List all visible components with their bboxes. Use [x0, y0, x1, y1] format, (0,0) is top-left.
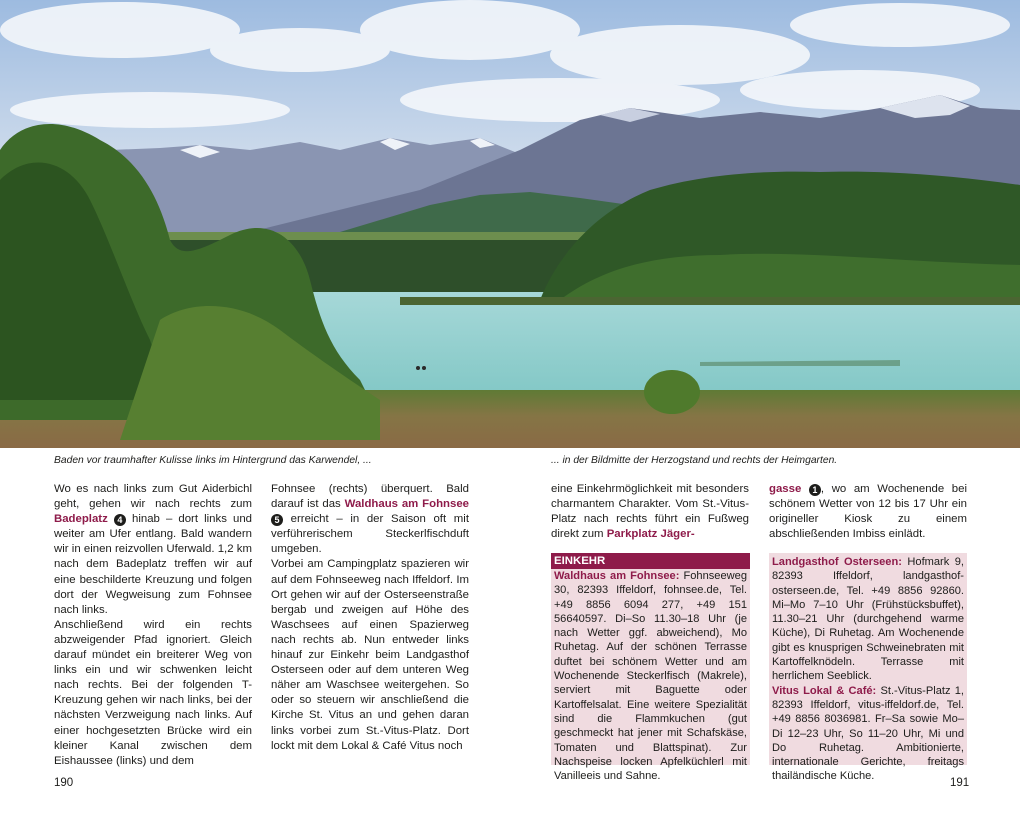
entry-name: Landgasthof Osterseen: — [772, 556, 902, 568]
entry-name: Waldhaus am Fohnsee: — [554, 570, 680, 582]
waldhaus-link: Waldhaus am Fohnsee — [344, 498, 469, 511]
paragraph: Anschließend wird ein rechts abzweigender Pfad ignoriert. Gleich darauf mündet ein breiterer Weg von links ein und wir schwenken leicht nach rechts. Bei der folgenden T-Kreuzung gehen wir nach links, bei der nächsten Verzweigung nach links. Auf einer hochgesetzten Brücke wird ein kleiner Kanal zwischen dem Eishaussee (links) und dem — [54, 618, 252, 767]
badeplatz-link: Badeplatz — [54, 513, 108, 526]
paragraph — [271, 482, 469, 557]
page-number-left: 190 — [54, 777, 74, 789]
einkehr-box-left — [551, 553, 750, 783]
paragraph — [54, 482, 252, 618]
paragraph — [551, 482, 749, 542]
waypoint-1-marker: 1 — [809, 484, 821, 496]
entry-text: St.-Vitus-Platz 1, 82393 Iffeldorf, vitus-iffeldorf.de, Tel. +49 8856 8036981. Fr–Sa sowie Mo–Di 12–23 Uhr, So 11–20 Uhr, Mi und Do Ruhetag. Ambitionierte, internationale Gerichte, freitags thailändische Küche. — [772, 684, 964, 783]
waypoint-4-marker: 4 — [114, 514, 126, 526]
text-run: , wo am Wochenende bei schönem Wetter von 12 bis 17 Uhr ein origineller Kiosk zu einem abschließenden Imbiss einlädt. — [769, 483, 967, 541]
text-run: eine Einkehrmöglichkeit mit besonders charmantem Charakter. Vom St.-Vitus-Platz nach rechts führt ein Fußweg direkt zum — [551, 483, 749, 541]
einkehr-box-right — [769, 553, 967, 783]
entry-text: Hofmark 9, 82393 Iffeldorf, landgasthof-osterseen.de, Tel. +49 8856 92860. Mi–Mo 7–10 Uhr (Frühstücksbuffet), 11.30–21 Uhr (durchgehend warme Küche), Di Ruhetag. Am Wochenende gibt es knusprigen Schweinebraten mit Kartoffelknödeln. Terrasse mit herrlichem Seeblick. — [772, 556, 964, 683]
page-number-right: 191 — [950, 777, 970, 789]
text-run: Wo es nach links zum Gut Aiderbichl geht, gehen wir nach rechts zum — [54, 483, 252, 511]
text-run: hinab – dort links und weiter am Ufer entlang. Bald wandern wir in einen reizvollen Uferwald. 1,2 km nach dem Badeplatz treffen wir auf eine beschilderte Kreuzung und folgen dort der Wegweisung zum Fohnsee nach links. — [54, 513, 252, 616]
waypoint-5-marker: 5 — [271, 514, 283, 526]
text-run: erreicht – in der Saison oft mit verführerischem Steckerlfischduft umgeben. — [271, 513, 469, 556]
entry-name: Vitus Lokal & Café: — [772, 684, 877, 697]
photo-caption-left: Baden vor traumhafter Kulisse links im Hintergrund das Karwendel, ... — [54, 455, 372, 466]
paragraph — [769, 482, 967, 542]
text-column-1 — [54, 482, 252, 769]
text-column-2 — [271, 482, 469, 754]
text-column-4 — [769, 482, 967, 542]
parkplatz-link-continued: gasse — [769, 483, 802, 495]
entry-text: Fohnseeweg 30, 82393 Iffeldorf, fohnsee.de, Tel. +49 8856 6094 277, +49 151 56640597. Di–So 11.30–18 Uhr (je nach Wetter ggf. abweichend), Mo Ruhetag. Auf der schönen Terrasse duftet bei schönem Wetter und am Wochenende Steckerlfisch (Makrele), serviert mit Baguette oder Kartoffelsalat. Eine weitere Spezialität sind die Flammkuchen (gut geschmeckt hat jener mit Schafskäse, Tomaten und Blattspinat). Zur Nachspeise locken Apfelküchlerl mit Vanilleeis und Sahne. — [554, 570, 747, 783]
bush — [644, 370, 700, 414]
text-run: Fohnsee (rechts) überquert. Bald darauf ist das — [271, 483, 469, 511]
photo-caption-right: ... in der Bildmitte der Herzogstand und rechts der Heimgarten. — [551, 455, 838, 466]
einkehr-entry-landgasthof — [769, 553, 967, 684]
einkehr-entry-vitus — [769, 684, 967, 784]
einkehr-heading: EINKEHR — [551, 553, 750, 569]
parkplatz-link: Parkplatz Jäger- — [606, 528, 695, 541]
paragraph: Vorbei am Campingplatz spazieren wir auf dem Fohnseeweg nach Iffeldorf. Im Ort gehen wir auf der Osterseenstraße bergab und zweigen auf Höhe des Waschsees auf einen Spazierweg nach rechts ab. Nun entweder links hinauf zur Einkehr beim Landgasthof Osterseen oder auf dem unteren Weg näher am Waschsee weitergehen. So oder so steuern wir anschließend die Kirche St. Vitus an und gehen daran links vorbei zum St.-Vitus-Platz. Dort lockt mit dem Lokal & Café Vitus noch — [271, 558, 469, 752]
text-column-3 — [551, 482, 749, 542]
einkehr-entry-waldhaus — [551, 569, 750, 783]
